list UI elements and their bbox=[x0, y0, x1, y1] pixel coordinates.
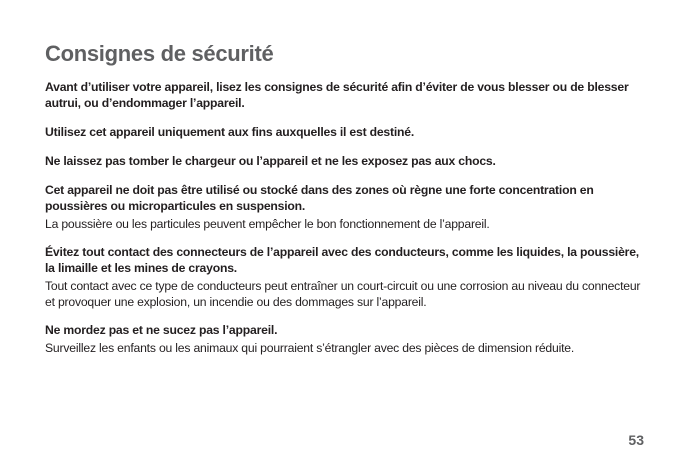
section-heading: Ne laissez pas tomber le chargeur ou l’appareil et ne les exposez pas aux chocs. bbox=[45, 154, 496, 168]
safety-section-intro bbox=[45, 79, 645, 111]
section-body: Surveillez les enfants ou les animaux qui pourraient s’étrangler avec des pièces de dimension réduite. bbox=[45, 341, 575, 355]
section-body: Tout contact avec ce type de conducteurs peut entraîner un court-circuit ou une corrosion au niveau du connecteur et provoquer une explosion, un incendie ou des dommages sur l’appareil. bbox=[45, 279, 641, 309]
section-heading: Utilisez cet appareil uniquement aux fins auxquelles il est destiné. bbox=[45, 125, 415, 139]
page-title: Consignes de sécurité bbox=[45, 41, 274, 66]
safety-section-no-drop bbox=[45, 153, 645, 169]
section-heading: Ne mordez pas et ne sucez pas l’appareil. bbox=[45, 323, 278, 337]
section-heading: Cet appareil ne doit pas être utilisé ou stocké dans des zones où règne une forte concentration en poussières ou microparticules en suspension. bbox=[45, 183, 594, 213]
document-page bbox=[45, 40, 645, 369]
page-number: 53 bbox=[628, 432, 644, 448]
section-body: La poussière ou les particules peuvent empêcher le bon fonctionnement de l’appareil. bbox=[45, 217, 490, 231]
safety-section-no-bite bbox=[45, 322, 645, 356]
safety-section-intended-use bbox=[45, 124, 645, 140]
safety-section-conductors bbox=[45, 244, 645, 310]
safety-section-dust bbox=[45, 182, 645, 232]
section-heading: Évitez tout contact des connecteurs de l’appareil avec des conducteurs, comme les liquides, la poussière, la limaille et les mines de crayons. bbox=[45, 245, 639, 275]
section-heading: Avant d’utiliser votre appareil, lisez les consignes de sécurité afin d’éviter de vous blesser ou de blesser autrui, ou d’endommager l’appareil. bbox=[45, 80, 629, 110]
